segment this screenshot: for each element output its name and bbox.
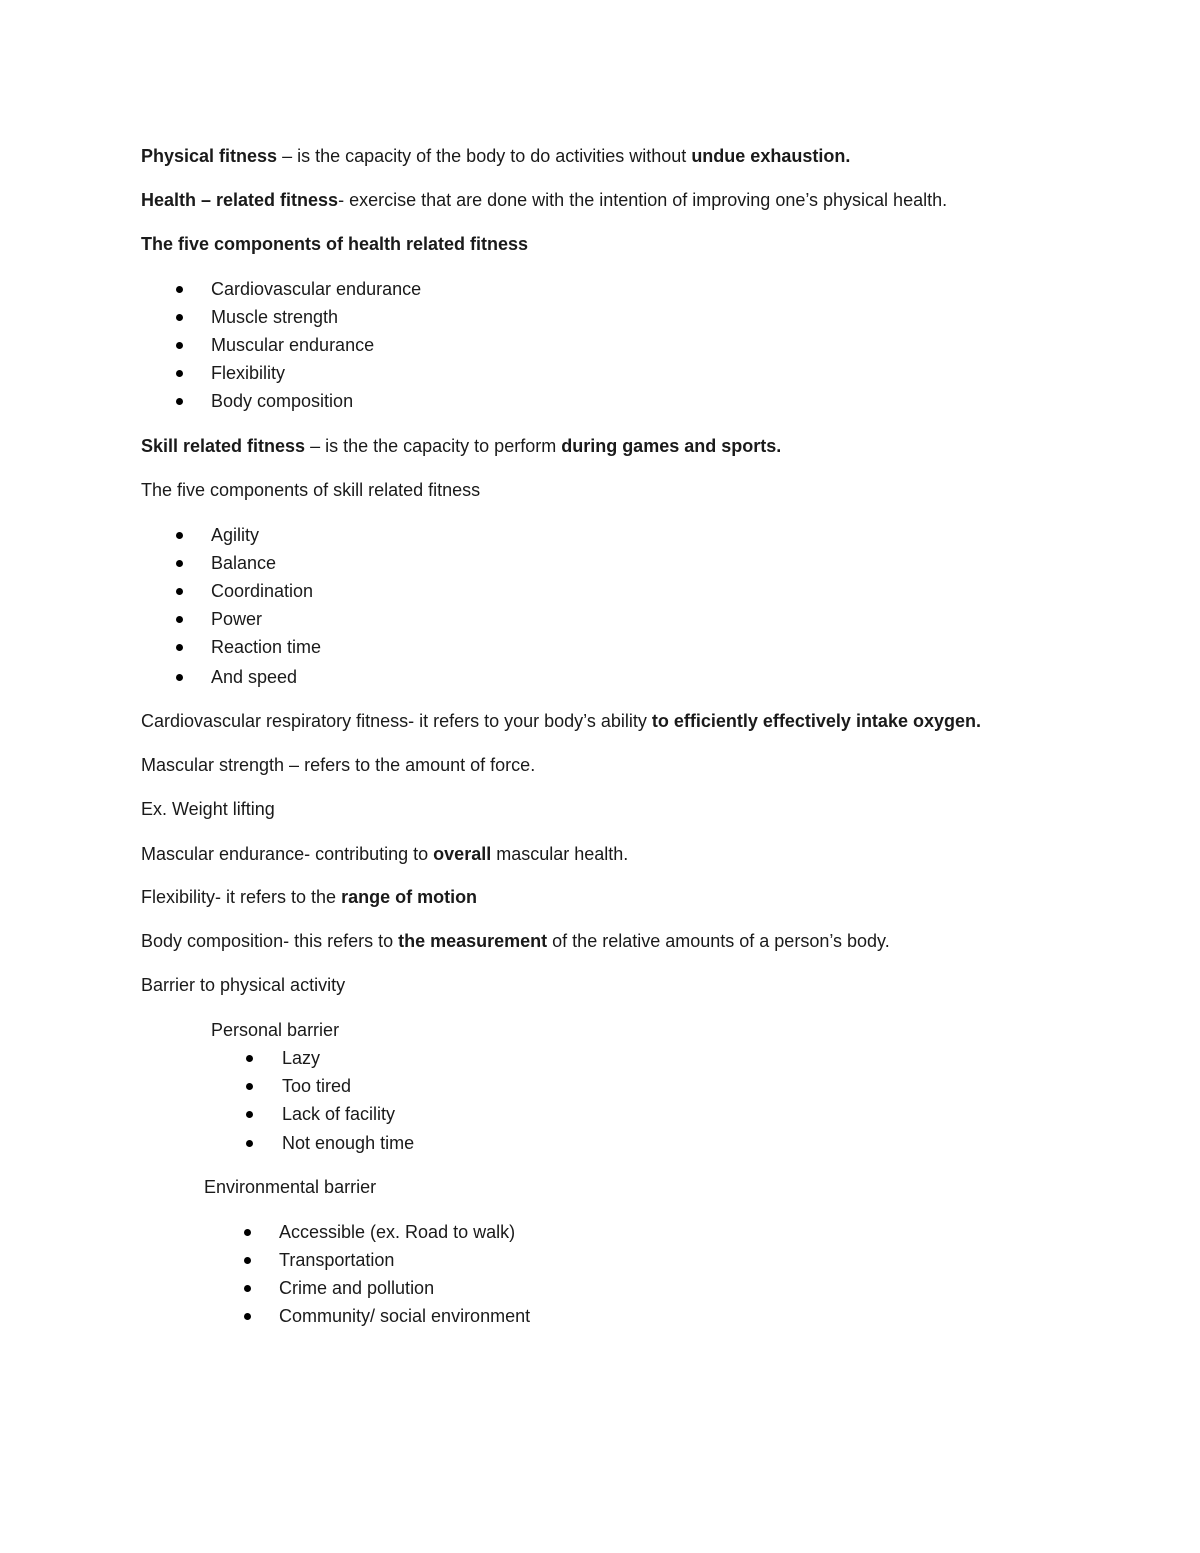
list-item-text: Power bbox=[211, 609, 263, 629]
term-health-related-fitness: Health – related fitness bbox=[141, 190, 339, 210]
emphasis-text: the measurement bbox=[398, 931, 548, 951]
definition-text: – is the the capacity to perform bbox=[305, 436, 562, 456]
definition-text: - exercise that are done with the intention of improving one’s physical health. bbox=[338, 190, 948, 210]
list-item-text: Too tired bbox=[282, 1076, 352, 1096]
term-skill-related-fitness: Skill related fitness bbox=[141, 436, 306, 456]
definition-text: Cardiovascular respiratory fitness- it refers to your body’s ability bbox=[141, 711, 652, 731]
list-item-text: Flexibility bbox=[211, 363, 286, 383]
definition-text: Body composition- this refers to bbox=[141, 931, 399, 951]
bullet-icon bbox=[244, 1229, 251, 1236]
list-item-text: Agility bbox=[211, 525, 260, 545]
bullet-icon bbox=[176, 398, 183, 405]
list-item-text: Coordination bbox=[211, 581, 314, 601]
definition-tail: of the relative amounts of a person’s body. bbox=[547, 931, 890, 951]
list-item-text: Transportation bbox=[279, 1250, 395, 1270]
emphasis-text: range of motion bbox=[341, 887, 478, 907]
bullet-icon bbox=[176, 644, 183, 651]
bullet-icon bbox=[176, 588, 183, 595]
bullet-icon bbox=[176, 314, 183, 321]
emphasis-text: to efficiently effectively intake oxygen. bbox=[651, 711, 981, 731]
bullet-icon bbox=[244, 1285, 251, 1292]
list-item-text: Balance bbox=[211, 553, 277, 573]
bullet-icon bbox=[176, 674, 183, 681]
bullet-icon bbox=[246, 1111, 253, 1118]
health-components-heading bbox=[141, 233, 528, 255]
bullet-icon bbox=[176, 560, 183, 567]
bullet-icon bbox=[176, 532, 183, 539]
list-item-text: Cardiovascular endurance bbox=[211, 279, 422, 299]
definition-tail: mascular health. bbox=[491, 844, 629, 864]
flexibility-definition bbox=[141, 886, 477, 908]
definition-text: – is the capacity of the body to do activities without bbox=[277, 146, 692, 166]
cardiovascular-fitness-definition bbox=[141, 710, 981, 732]
mascular-endurance-definition bbox=[141, 843, 628, 865]
bullet-icon bbox=[246, 1055, 253, 1062]
list-item-text: And speed bbox=[211, 667, 298, 687]
bullet-icon bbox=[176, 286, 183, 293]
list-item-text: Not enough time bbox=[282, 1133, 415, 1153]
list-item-text: Lack of facility bbox=[282, 1104, 396, 1124]
list-item-text: Muscle strength bbox=[211, 307, 339, 327]
environmental-barrier-heading: Environmental barrier bbox=[204, 1177, 377, 1197]
emphasis-text: undue exhaustion. bbox=[691, 146, 851, 166]
mascular-strength-definition: Mascular strength – refers to the amount of force. bbox=[141, 755, 536, 775]
barrier-heading: Barrier to physical activity bbox=[141, 975, 346, 995]
bullet-icon bbox=[244, 1313, 251, 1320]
physical-fitness-definition bbox=[141, 145, 850, 167]
skill-related-fitness-definition bbox=[141, 435, 781, 457]
list-item-text: Community/ social environment bbox=[279, 1306, 531, 1326]
emphasis-text: overall bbox=[433, 844, 492, 864]
bullet-icon bbox=[176, 616, 183, 623]
example-text: Ex. Weight lifting bbox=[141, 799, 275, 819]
health-related-fitness-definition bbox=[141, 189, 947, 211]
list-item-text: Lazy bbox=[282, 1048, 321, 1068]
definition-text: Mascular endurance- contributing to bbox=[141, 844, 434, 864]
bullet-icon bbox=[246, 1083, 253, 1090]
bullet-icon bbox=[176, 370, 183, 377]
skill-components-heading: The five components of skill related fitness bbox=[141, 480, 481, 500]
list-item-text: Accessible (ex. Road to walk) bbox=[279, 1222, 516, 1242]
list-item-text: Reaction time bbox=[211, 637, 322, 657]
definition-text: Flexibility- it refers to the bbox=[141, 887, 342, 907]
bullet-icon bbox=[176, 342, 183, 349]
body-composition-definition bbox=[141, 930, 890, 952]
heading-text: The five components of health related fitness bbox=[141, 234, 529, 254]
emphasis-text: during games and sports. bbox=[561, 436, 782, 456]
list-item-text: Muscular endurance bbox=[211, 335, 375, 355]
personal-barrier-heading: Personal barrier bbox=[211, 1020, 340, 1040]
bullet-icon bbox=[246, 1140, 253, 1147]
list-item-text: Body composition bbox=[211, 391, 354, 411]
list-item-text: Crime and pollution bbox=[279, 1278, 435, 1298]
term-physical-fitness: Physical fitness bbox=[141, 146, 278, 166]
bullet-icon bbox=[244, 1257, 251, 1264]
